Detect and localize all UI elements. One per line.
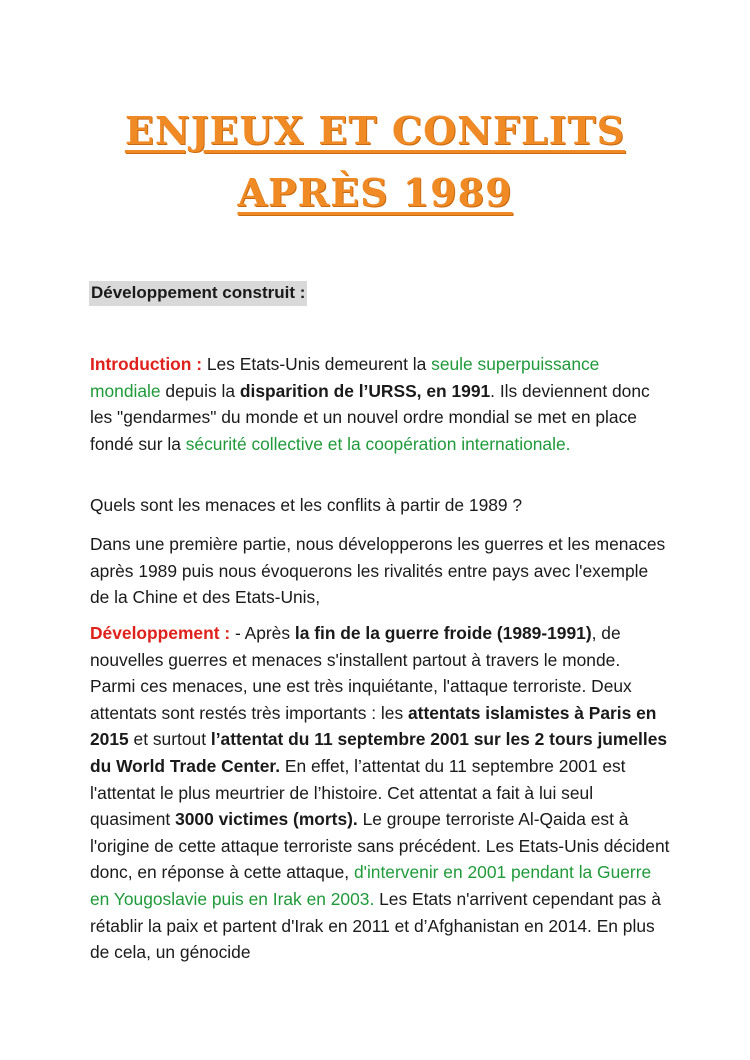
bold-text: disparition de l’URSS, en 1991 [239, 380, 491, 401]
page-title [0, 100, 750, 224]
highlight-green: sécurité collective et la coopération internationale. [185, 433, 571, 454]
highlight-green: seule superpuissance mondiale [90, 354, 600, 401]
title-line-2: APRÈS 1989 [237, 170, 513, 215]
development-label: Développement : [90, 623, 231, 643]
text-run: Le groupe terroriste Al-Qaida est à l'origine de cette attaque terroriste sans précédent. Les Etats-Unis décident donc, en réponse à cette attaque, [90, 809, 670, 883]
introduction-label: Introduction : [90, 354, 203, 374]
text-run: . Ils deviennent donc les "gendarmes" du monde et un nouvel ordre mondial se met en place fondé sur la [90, 380, 650, 454]
plan-paragraph: Dans une première partie, nous développerons les guerres et les menaces après 1989 puis nous évoquerons les rivalités entre pays avec l'exemple de la Chine et des Etats-Unis, [90, 534, 666, 608]
bold-text: attentats islamistes à Paris en 2015 [90, 702, 657, 750]
text-run: Les Etats n'arrivent cependant pas à rétablir la paix et partent d'Irak en 2011 et d’Afghanistan en 2014. En plus de cela, un génocide [90, 888, 661, 963]
bold-text: l’attentat du 11 septembre 2001 sur les 2 tours jumelles du World Trade Center. [90, 729, 668, 776]
development-paragraph [90, 620, 670, 966]
question-paragraph: Quels sont les menaces et les conflits à partir de 1989 ? [90, 495, 523, 515]
introduction-paragraph [90, 351, 670, 457]
title-line-1: ENJEUX ET CONFLITS [124, 108, 626, 153]
section-heading: Développement construit : [89, 281, 307, 306]
text-run: , de nouvelles guerres et menaces s'installent partout à travers le monde. Parmi ces menaces, une est très inquiétante, l'attaque terroriste. Deux attentats sont restés très importants : les [90, 623, 632, 723]
text-run: - Après [230, 623, 295, 643]
bold-text: 3000 victimes (morts). [175, 809, 358, 830]
bold-text: la fin de la guerre froide (1989-1991) [294, 623, 592, 643]
text-run: En effet, l’attentat du 11 septembre 2001 est l'attentat le plus meurtrier de l’histoire. Cet attentat a fait à lui seul quasiment [90, 755, 626, 830]
highlight-green: d'intervenir en 2001 pendant la Guerre en Yougoslavie puis en Irak en 2003. [90, 862, 652, 909]
text-run: depuis la [160, 380, 240, 401]
text-run: et surtout [128, 729, 211, 750]
text-run: Les Etats-Unis demeurent la [202, 354, 432, 374]
